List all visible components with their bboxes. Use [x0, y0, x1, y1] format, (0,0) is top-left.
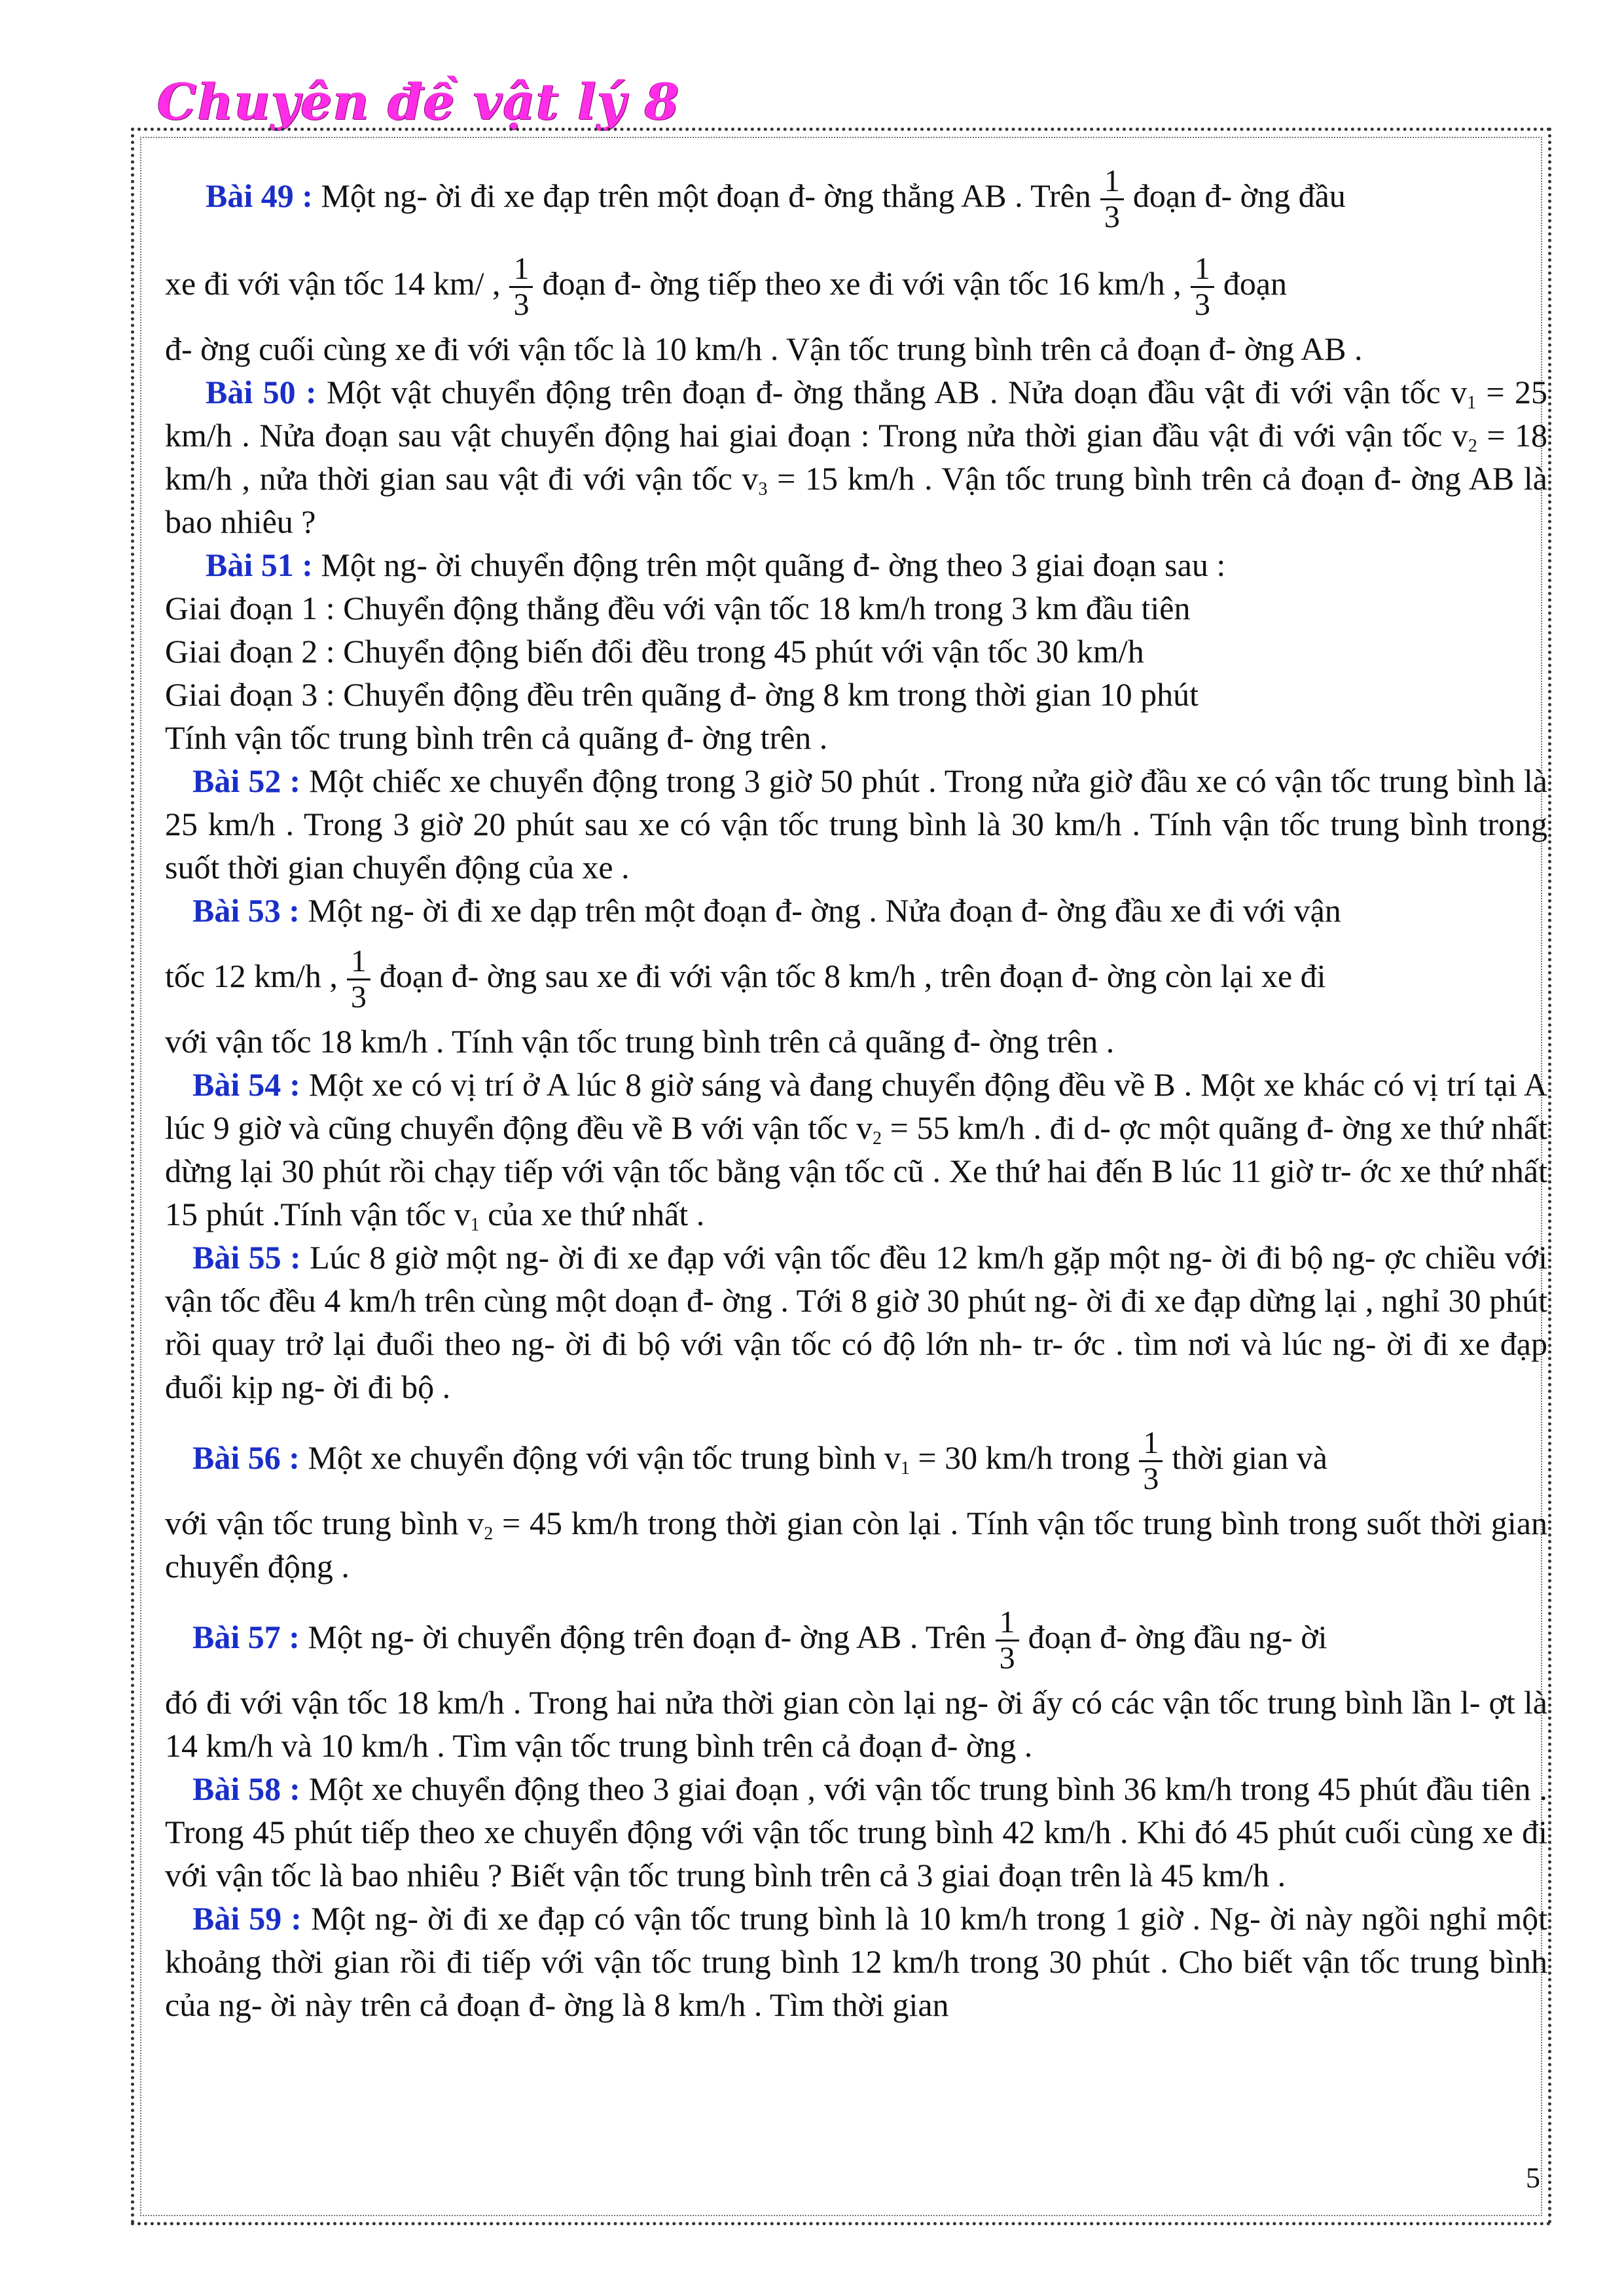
- fraction-one-third: $\frac{1}{3}$: [1191, 252, 1214, 322]
- problem-57: Bài 57 : Một ng- ời chuyển động trên đoạn đ- ờng AB . Trên $\frac{1}{3}$ đoạn đ- ờng đầu ng- ời đó đi với vận tốc 18 km/h . Trong hai nửa thời gian còn lại ng- ời ấy có các vận tốc trung bình lần l- ợt là 14 km/h và 10 km/h . Tìm vận tốc trung bình trên cả đoạn đ- ờng .: [165, 1605, 1547, 1764]
- problem-label: Bài 59 :: [192, 1900, 302, 1937]
- problem-label: Bài 54 :: [192, 1066, 300, 1103]
- list-item: Giai đoạn 3 : Chuyển động đều trên quãng đ- ờng 8 km trong thời gian 10 phút: [165, 676, 1199, 713]
- list-item: Giai đoạn 2 : Chuyển động biến đổi đều trong 45 phút với vận tốc 30 km/h: [165, 633, 1144, 670]
- problem-label: Bài 49 :: [206, 177, 313, 214]
- problem-label: Bài 53 :: [192, 892, 300, 929]
- document-header-title: Chuyên đề vật lý 8: [157, 73, 680, 131]
- problem-56: Bài 56 : Một xe chuyển động với vận tốc trung bình $v_1 = 30$ km/h trong $\frac{1}{3}$ thời gian và với vận tốc trung bình $v_2 = 45$ km/h trong thời gian còn lại . Tính vận tốc trung bình trong suốt thời gian chuyển động .: [165, 1426, 1547, 1585]
- fraction-one-third: $\frac{1}{3}$: [1100, 164, 1124, 234]
- problem-51: Bài 51 : Một ng- ời chuyển động trên một quãng đ- ờng theo 3 giai đoạn sau : Giai đoạn 1 : Chuyển động thẳng đều với vận tốc 18 km/h trong 3 km đầu tiên Giai đoạn 2 : Chuyển động biến đổi đều trong 45 phút với vận tốc 30 km/h Giai đoạn 3 : Chuyển động đều trên quãng đ- ờng 8 km trong thời gian 10 phút Tính vận tốc trung bình trên cả quãng đ- ờng trên .: [165, 543, 1547, 759]
- fraction-one-third: $\frac{1}{3}$: [509, 252, 533, 322]
- problem-label: Bài 52 :: [192, 762, 301, 799]
- problem-list: [165, 152, 1547, 2026]
- fraction-one-third: $\frac{1}{3}$: [347, 944, 370, 1014]
- problem-52: Bài 52 : Một chiếc xe chuyển động trong 3 giờ 50 phút . Trong nửa giờ đầu xe có vận tốc trung bình là 25 km/h . Trong 3 giờ 20 phút sau xe có vận tốc trung bình là 30 km/h . Tính vận tốc trung bình trong suốt thời gian chuyển động của xe .: [165, 762, 1547, 886]
- problem-label: Bài 51 :: [206, 547, 313, 583]
- problem-label: Bài 50 :: [206, 374, 317, 410]
- problem-label: Bài 58 :: [192, 1770, 300, 1807]
- problem-58: Bài 58 : Một xe chuyển động theo 3 giai đoạn , với vận tốc trung bình 36 km/h trong 45 phút đầu tiên . Trong 45 phút tiếp theo xe chuyển động với vận tốc trung bình 42 km/h . Khi đó 45 phút cuối cùng xe đi với vận tốc là bao nhiêu ? Biết vận tốc trung bình trên cả 3 giai đoạn trên là 45 km/h .: [165, 1770, 1547, 1893]
- fraction-one-third: $\frac{1}{3}$: [1139, 1426, 1163, 1496]
- problem-54: Bài 54 : Một xe có vị trí ở A lúc 8 giờ sáng và đang chuyển động đều về B . Một xe khác có vị trí tại A lúc 9 giờ và cũng chuyển động đều về B với vận tốc $v_2 = 55$ km/h . đi d- ợc một quãng đ- ờng xe thứ nhất dừng lại 30 phút rồi chạy tiếp với vận tốc bằng vận tốc cũ . Xe thứ hai đến B lúc 11 giờ tr- ớc xe thứ nhất 15 phút .Tính vận tốc $v_1$ của xe thứ nhất .: [165, 1066, 1548, 1235]
- problem-49: Bài 49 : Một ng- ời đi xe đạp trên một đoạn đ- ờng thẳng AB . Trên $\frac{1}{3}$ đoạn đ- ờng đầu xe đi với vận tốc 14 km/ , $\frac{1}{3}$ đoạn đ- ờng tiếp theo xe đi với vận tốc 16 km/h , $\frac{1}{3}$ đoạn đ- ờng cuối cùng xe đi với vận tốc là 10 km/h . Vận tốc trung bình trên cả đoạn đ- ờng AB .: [165, 164, 1363, 367]
- problem-label: Bài 57 :: [192, 1619, 300, 1655]
- problem-53: Bài 53 : Một ng- ời đi xe dạp trên một đoạn đ- ờng . Nửa đoạn đ- ờng đầu xe đi với vận tốc 12 km/h , $\frac{1}{3}$ đoạn đ- ờng sau xe đi với vận tốc 8 km/h , trên đoạn đ- ờng còn lại xe đi với vận tốc 18 km/h . Tính vận tốc trung bình trên cả quãng đ- ờng trên .: [165, 892, 1341, 1060]
- problem-label: Bài 55 :: [192, 1239, 301, 1276]
- problem-55: Bài 55 : Lúc 8 giờ một ng- ời đi xe đạp với vận tốc đều 12 km/h gặp một ng- ời đi bộ ng- ợc chiều với vận tốc đều 4 km/h trên cùng một doạn đ- ờng . Tới 8 giờ 30 phút ng- ời đi xe đạp dừng lại , nghỉ 30 phút rồi quay trở lại đuổi theo ng- ời đi bộ với vận tốc có độ lớn nh- tr- ớc . tìm nơi và lúc ng- ời đi xe đạp đuổi kịp ng- ời đi bộ .: [165, 1239, 1547, 1405]
- list-item: Giai đoạn 1 : Chuyển động thẳng đều với vận tốc 18 km/h trong 3 km đầu tiên: [165, 590, 1191, 626]
- fraction-one-third: $\frac{1}{3}$: [996, 1605, 1019, 1676]
- problem-50: Bài 50 : Một vật chuyển động trên đoạn đ- ờng thẳng AB . Nửa doạn đầu vật đi với vận tốc $v_1 = 25$ km/h . Nửa đoạn sau vật chuyển động hai giai đoạn : Trong nửa thời gian đầu vật đi với vận tốc $v_2 = 18$ km/h , nửa thời gian sau vật đi với vận tốc $v_3 = 15$ km/h . Vận tốc trung bình trên cả đoạn đ- ờng AB là bao nhiêu ?: [165, 374, 1548, 540]
- problem-59: Bài 59 : Một ng- ời đi xe đạp có vận tốc trung bình là 10 km/h trong 1 giờ . Ng- ời này ngồi nghỉ một khoảng thời gian rồi đi tiếp với vận tốc trung bình 12 km/h trong 30 phút . Cho biết vận tốc trung bình của ng- ời này trên cả đoạn đ- ờng là 8 km/h . Tìm thời gian: [165, 1900, 1547, 2023]
- problem-label: Bài 56 :: [192, 1439, 300, 1476]
- page-number: 5: [1526, 2162, 1540, 2194]
